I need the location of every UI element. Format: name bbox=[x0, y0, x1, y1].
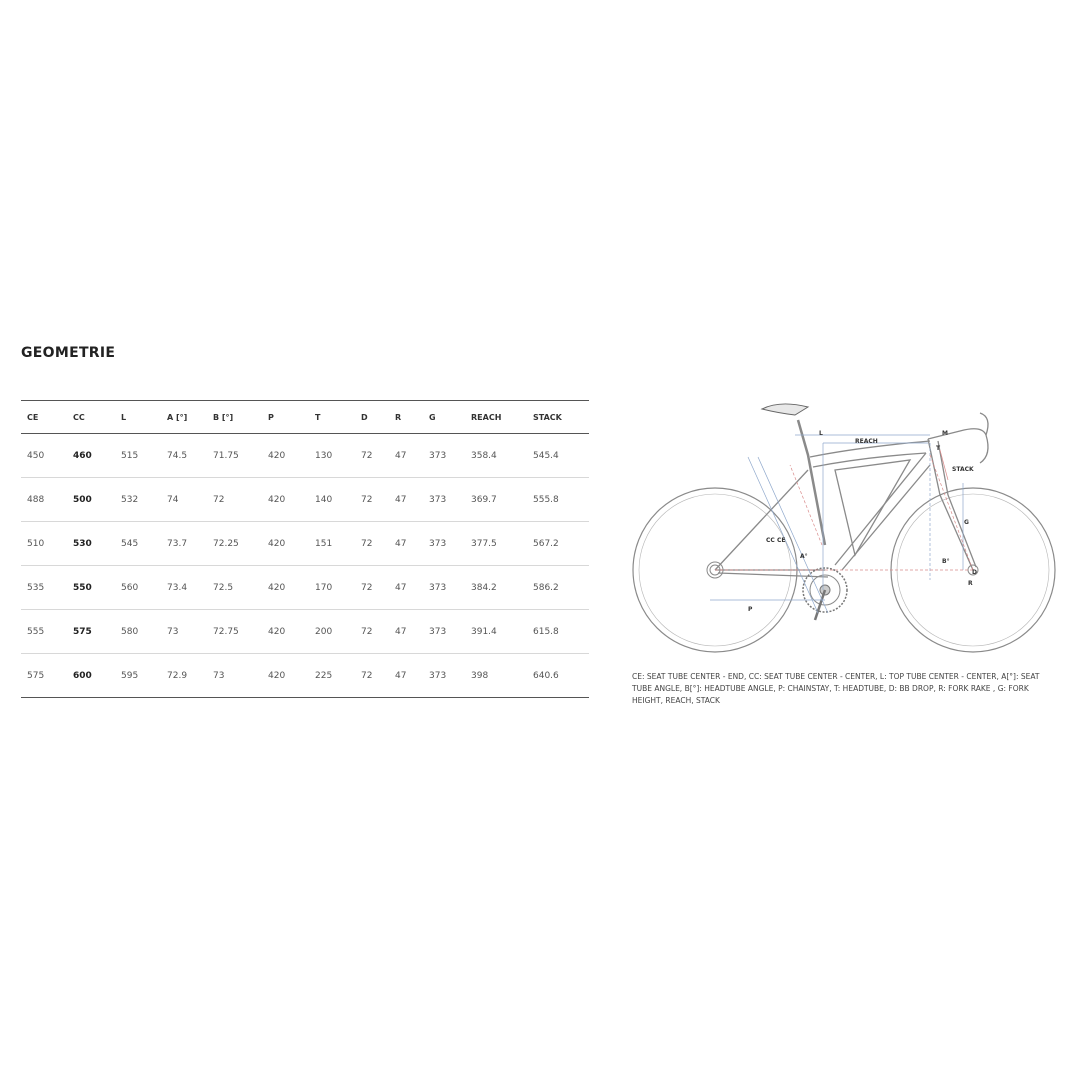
column-header: CE bbox=[21, 401, 67, 434]
table-cell: 535 bbox=[21, 566, 67, 610]
table-cell: 369.7 bbox=[465, 478, 527, 522]
table-cell: 640.6 bbox=[527, 654, 589, 698]
table-cell: 580 bbox=[115, 610, 161, 654]
label-p: P bbox=[748, 606, 753, 613]
table-cell: 420 bbox=[262, 522, 309, 566]
saddle bbox=[762, 404, 808, 415]
table-cell: 384.2 bbox=[465, 566, 527, 610]
table-row bbox=[21, 478, 589, 522]
table-cell: 73.7 bbox=[161, 522, 207, 566]
table-cell: 373 bbox=[423, 566, 465, 610]
page-title: GEOMETRIE bbox=[21, 345, 116, 361]
table-row bbox=[21, 566, 589, 610]
table-cell: 47 bbox=[389, 478, 423, 522]
geometry-legend: CE: SEAT TUBE CENTER - END, CC: SEAT TUBE CENTER - CENTER, L: TOP TUBE CENTER - CENTER, A[°]: SEAT TUBE ANGLE, B[°]: HEADTUBE ANGLE, P: CHAINSTAY, T: HEADTUBE, D: BB DROP, R: FORK RAKE , G: FORK HEIGHT, REACH, STACK bbox=[632, 672, 1040, 705]
table-cell: 72.5 bbox=[207, 566, 262, 610]
table-cell: 555.8 bbox=[527, 478, 589, 522]
table-cell: 72 bbox=[355, 610, 389, 654]
table-cell: 47 bbox=[389, 566, 423, 610]
table-cell: 391.4 bbox=[465, 610, 527, 654]
table-cell: 358.4 bbox=[465, 434, 527, 478]
label-reach: REACH bbox=[855, 438, 878, 445]
table-cell: 575 bbox=[21, 654, 67, 698]
table-header-row bbox=[21, 401, 589, 434]
bike-geometry-diagram bbox=[630, 395, 1060, 665]
column-header: R bbox=[389, 401, 423, 434]
label-ce: CE bbox=[777, 537, 786, 544]
table-cell: 72 bbox=[355, 478, 389, 522]
table-row bbox=[21, 434, 589, 478]
table-cell: 73 bbox=[207, 654, 262, 698]
column-header: T bbox=[309, 401, 355, 434]
table-cell: 74 bbox=[161, 478, 207, 522]
table-cell: 373 bbox=[423, 654, 465, 698]
label-b-angle: B° bbox=[942, 558, 950, 565]
column-header: B [°] bbox=[207, 401, 262, 434]
table-cell: 74.5 bbox=[161, 434, 207, 478]
table-cell: 560 bbox=[115, 566, 161, 610]
table-cell: 225 bbox=[309, 654, 355, 698]
table-row bbox=[21, 654, 589, 698]
table-cell: 545 bbox=[115, 522, 161, 566]
column-header: CC bbox=[67, 401, 115, 434]
table-cell: 420 bbox=[262, 478, 309, 522]
table-cell: 373 bbox=[423, 478, 465, 522]
table-cell: 73.4 bbox=[161, 566, 207, 610]
table-cell: 530 bbox=[67, 522, 115, 566]
table-cell: 420 bbox=[262, 434, 309, 478]
label-g: G bbox=[964, 519, 969, 526]
table-cell: 600 bbox=[67, 654, 115, 698]
column-header: D bbox=[355, 401, 389, 434]
table-cell: 545.4 bbox=[527, 434, 589, 478]
table-cell: 550 bbox=[67, 566, 115, 610]
table-cell: 532 bbox=[115, 478, 161, 522]
table-cell: 595 bbox=[115, 654, 161, 698]
table-cell: 140 bbox=[309, 478, 355, 522]
table-cell: 170 bbox=[309, 566, 355, 610]
table-row bbox=[21, 610, 589, 654]
table-cell: 72 bbox=[355, 434, 389, 478]
table-cell: 373 bbox=[423, 434, 465, 478]
table-cell: 72.9 bbox=[161, 654, 207, 698]
table-cell: 377.5 bbox=[465, 522, 527, 566]
table-cell: 488 bbox=[21, 478, 67, 522]
table-cell: 420 bbox=[262, 610, 309, 654]
label-cc: CC bbox=[766, 537, 775, 544]
table-cell: 555 bbox=[21, 610, 67, 654]
label-a-angle: A° bbox=[800, 553, 808, 560]
label-d: D bbox=[972, 569, 977, 576]
column-header: REACH bbox=[465, 401, 527, 434]
table-cell: 71.75 bbox=[207, 434, 262, 478]
table-cell: 373 bbox=[423, 610, 465, 654]
label-l: L bbox=[819, 430, 823, 437]
table-cell: 200 bbox=[309, 610, 355, 654]
table-cell: 586.2 bbox=[527, 566, 589, 610]
table-cell: 450 bbox=[21, 434, 67, 478]
column-header: P bbox=[262, 401, 309, 434]
geometry-table bbox=[21, 400, 589, 698]
column-header: L bbox=[115, 401, 161, 434]
table-cell: 130 bbox=[309, 434, 355, 478]
table-cell: 47 bbox=[389, 522, 423, 566]
table-cell: 72 bbox=[355, 654, 389, 698]
table-cell: 510 bbox=[21, 522, 67, 566]
table-cell: 567.2 bbox=[527, 522, 589, 566]
column-header: A [°] bbox=[161, 401, 207, 434]
table-cell: 615.8 bbox=[527, 610, 589, 654]
label-t: T bbox=[936, 445, 941, 452]
table-cell: 151 bbox=[309, 522, 355, 566]
bike-frame bbox=[715, 413, 988, 577]
column-header: G bbox=[423, 401, 465, 434]
table-cell: 47 bbox=[389, 434, 423, 478]
table-cell: 373 bbox=[423, 522, 465, 566]
table-cell: 72 bbox=[355, 522, 389, 566]
label-stack: STACK bbox=[952, 466, 974, 473]
table-cell: 47 bbox=[389, 654, 423, 698]
table-cell: 500 bbox=[67, 478, 115, 522]
label-r: R bbox=[968, 580, 973, 587]
table-cell: 460 bbox=[67, 434, 115, 478]
column-header: STACK bbox=[527, 401, 589, 434]
table-cell: 575 bbox=[67, 610, 115, 654]
table-cell: 73 bbox=[161, 610, 207, 654]
table-cell: 72.25 bbox=[207, 522, 262, 566]
table-cell: 420 bbox=[262, 654, 309, 698]
table-cell: 47 bbox=[389, 610, 423, 654]
table-cell: 72 bbox=[355, 566, 389, 610]
table-cell: 72 bbox=[207, 478, 262, 522]
table-cell: 515 bbox=[115, 434, 161, 478]
table-cell: 72.75 bbox=[207, 610, 262, 654]
table-cell: 398 bbox=[465, 654, 527, 698]
table-row bbox=[21, 522, 589, 566]
table-cell: 420 bbox=[262, 566, 309, 610]
label-m: M bbox=[942, 430, 948, 437]
